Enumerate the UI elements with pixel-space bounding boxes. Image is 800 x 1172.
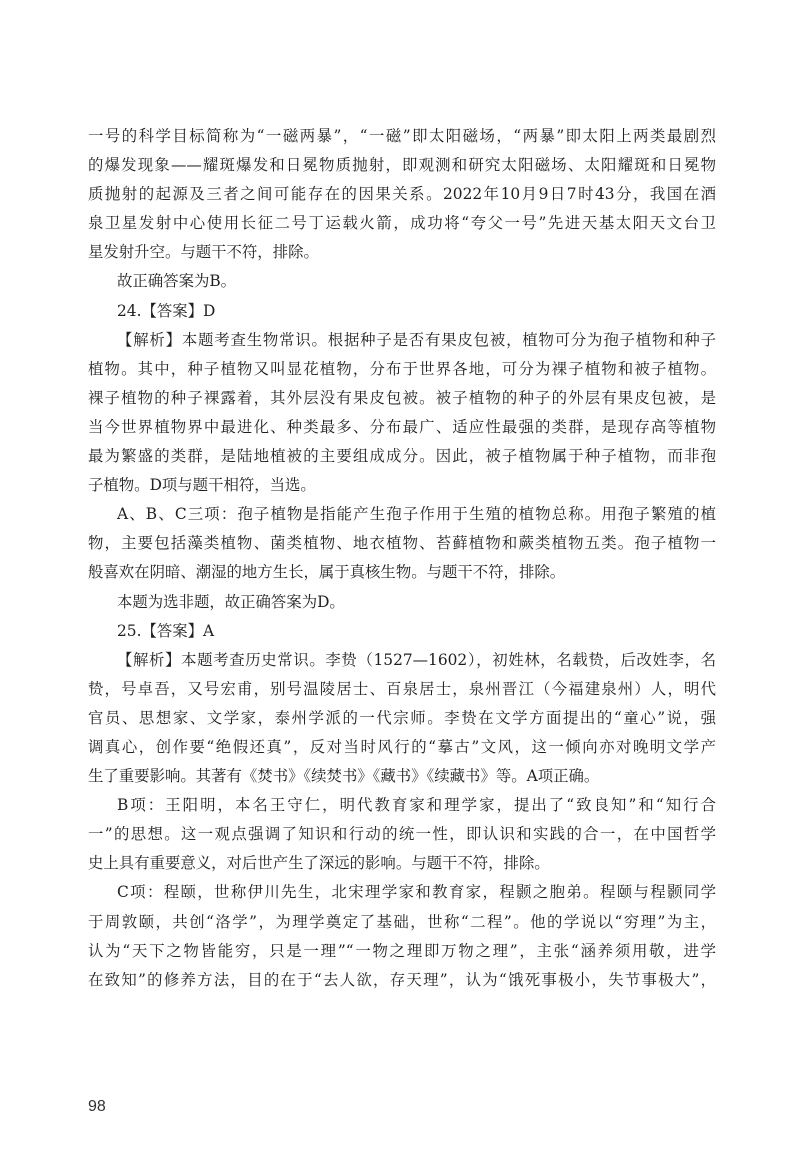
option-paragraph-start: A、B、C三项：孢子植物是指能产生孢子作用于生殖的植物总称。用孢子繁殖的植 [117,505,716,524]
text-line: 泉卫星发射中心使用长征二号丁运载火箭，成功将“夸父一号”先进天基太阳天文台卫 [88,214,716,233]
text-line: 于周敦颐，共创“洛学”，为理学奠定了基础，世称“二程”。他的学说以“穷理”为主， [88,912,716,931]
question-answer-heading: 24.【答案】D [117,301,216,320]
text-line: 史上具有重要意义，对后世产生了深远的影响。与题干不符，排除。 [88,854,550,873]
answer-conclusion: 故正确答案为B。 [117,272,237,291]
text-line: 一号的科学目标简称为“一磁两暴”，“一磁”即太阳磁场，“两暴”即太阳上两类最剧烈 [88,127,716,145]
text-line: 最为繁盛的类群，是陆地植被的主要组成成分。因此，被子植物属于种子植物，而非孢 [88,447,716,466]
text-line: 生了重要影响。其著有《焚书》《续焚书》《藏书》《续藏书》等。A项正确。 [88,767,600,786]
text-line: 贽，号卓吾，又号宏甫，别号温陵居士、百泉居士，泉州晋江（今福建泉州）人，明代 [88,679,716,698]
text-line: 官员、思想家、文学家，泰州学派的一代宗师。李贽在文学方面提出的“童心”说，强 [88,708,716,727]
text-line: 质抛射的起源及三者之间可能存在的因果关系。2022年10月9日7时43分，我国在酒 [88,185,716,204]
text-line: 调真心，创作要“绝假还真”，反对当时风行的“摹古”文风，这一倾向亦对晚明文学产 [88,737,716,756]
text-line: 裸子植物的种子裸露着，其外层没有果皮包被。被子植物的种子的外层有果皮包被，是 [88,388,716,407]
page-number: 98 [88,1098,106,1115]
text-line: 子植物。D项与题干相符，当选。 [88,476,316,495]
analysis-paragraph-start: 【解析】本题考查历史常识。李贽（1527—1602），初姓林，名载贽，后改姓李，名 [117,650,716,669]
text-line: 当今世界植物界中最进化、种类最多、分布最广、适应性最强的类群，是现存高等植物 [88,417,716,436]
text-line: 物，主要包括藻类植物、菌类植物、地衣植物、苔藓植物和蕨类植物五类。孢子植物一 [88,534,716,553]
text-line: 一”的思想。这一观点强调了知识和行动的统一性，即认识和实践的合一，在中国哲学 [88,825,716,844]
text-line: 的爆发现象——耀斑爆发和日冕物质抛射，即观测和研究太阳磁场、太阳耀斑和日冕物 [88,156,716,175]
answer-conclusion: 本题为选非题，故正确答案为D。 [117,592,345,611]
text-line: 植物。其中，种子植物又叫显花植物，分布于世界各地，可分为裸子植物和被子植物。 [88,359,716,378]
text-line: 在致知”的修养方法，目的在于“去人欲，存天理”，认为“饿死事极小，失节事极大”， [88,970,716,989]
question-answer-heading: 25.【答案】A [117,621,215,640]
analysis-paragraph-start: 【解析】本题考查生物常识。根据种子是否有果皮包被，植物可分为孢子植物和种子 [117,330,716,349]
text-line: 般喜欢在阴暗、潮湿的地方生长，属于真核生物。与题干不符，排除。 [88,563,566,582]
text-line: 星发射升空。与题干不符，排除。 [88,243,319,262]
option-paragraph-start: C项：程颐，世称伊川先生，北宋理学家和教育家，程颢之胞弟。程颐与程颢同学 [117,883,716,902]
text-line: 认为“天下之物皆能穷，只是一理”“一物之理即万物之理”，主张“涵养须用敬，进学 [88,941,716,960]
body-text [88,122,716,995]
option-paragraph-start: B项：王阳明，本名王守仁，明代教育家和理学家，提出了“致良知”和“知行合 [117,796,716,815]
